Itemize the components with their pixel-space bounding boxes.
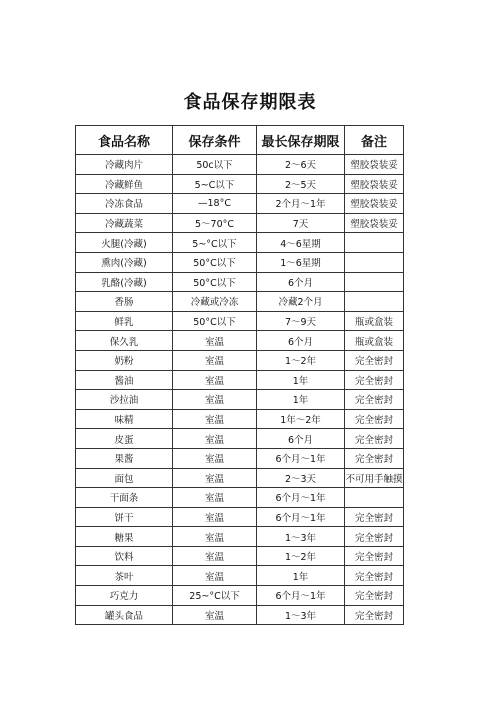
cell-storage-condition: 室温 [173, 566, 257, 586]
table-row [76, 174, 404, 194]
table-row [76, 468, 404, 488]
cell-max-shelf-life: 1年 [257, 390, 345, 410]
cell-remarks [345, 488, 404, 508]
cell-storage-condition: 室温 [173, 370, 257, 390]
cell-max-shelf-life: 7～9天 [257, 311, 345, 331]
cell-remarks: 完全密封 [345, 390, 404, 410]
cell-food-name: 保久乳 [76, 331, 173, 351]
cell-max-shelf-life: 6个月 [257, 272, 345, 292]
table-row [76, 546, 404, 566]
cell-food-name: 面包 [76, 468, 173, 488]
table-row [76, 527, 404, 547]
cell-remarks: 塑胶袋装妥 [345, 155, 404, 175]
table-header-row [76, 126, 404, 155]
table-row [76, 194, 404, 214]
table-row [76, 605, 404, 625]
cell-food-name: 罐头食品 [76, 605, 173, 625]
cell-storage-condition: 室温 [173, 527, 257, 547]
food-storage-table [75, 125, 404, 625]
table-row [76, 586, 404, 606]
cell-remarks: 塑胶袋装妥 [345, 213, 404, 233]
cell-food-name: 冷藏蔬菜 [76, 213, 173, 233]
cell-storage-condition: 室温 [173, 605, 257, 625]
cell-food-name: 熏肉(冷藏) [76, 252, 173, 272]
header-storage-condition: 保存条件 [173, 126, 257, 155]
cell-max-shelf-life: 7天 [257, 213, 345, 233]
cell-remarks: 瓶或盒装 [345, 311, 404, 331]
cell-storage-condition: 25~°C以下 [173, 586, 257, 606]
cell-max-shelf-life: 6个月～1年 [257, 448, 345, 468]
cell-food-name: 果酱 [76, 448, 173, 468]
table-row [76, 488, 404, 508]
cell-storage-condition: —18°C [173, 194, 257, 214]
cell-remarks: 塑胶袋装妥 [345, 174, 404, 194]
cell-max-shelf-life: 1～6星期 [257, 252, 345, 272]
cell-remarks: 完全密封 [345, 507, 404, 527]
cell-food-name: 香肠 [76, 292, 173, 312]
document-title: 食品保存期限表 [183, 92, 317, 113]
cell-food-name: 皮蛋 [76, 429, 173, 449]
cell-food-name: 干面条 [76, 488, 173, 508]
cell-max-shelf-life: 1～3年 [257, 605, 345, 625]
cell-max-shelf-life: 2个月～1年 [257, 194, 345, 214]
table-row [76, 233, 404, 253]
cell-max-shelf-life: 1年～2年 [257, 409, 345, 429]
cell-remarks: 完全密封 [345, 448, 404, 468]
cell-storage-condition: 5～70°C [173, 213, 257, 233]
cell-food-name: 鲜乳 [76, 311, 173, 331]
cell-food-name: 沙拉油 [76, 390, 173, 410]
cell-food-name: 火腿(冷藏) [76, 233, 173, 253]
cell-max-shelf-life: 1～3年 [257, 527, 345, 547]
table-row [76, 370, 404, 390]
table-row [76, 448, 404, 468]
cell-food-name: 饼干 [76, 507, 173, 527]
cell-max-shelf-life: 2～6天 [257, 155, 345, 175]
cell-food-name: 奶粉 [76, 350, 173, 370]
table-row [76, 155, 404, 175]
cell-max-shelf-life: 6个月 [257, 429, 345, 449]
cell-remarks: 完全密封 [345, 546, 404, 566]
table-row [76, 311, 404, 331]
cell-max-shelf-life: 6个月～1年 [257, 507, 345, 527]
cell-remarks [345, 272, 404, 292]
cell-max-shelf-life: 1年 [257, 566, 345, 586]
table-row [76, 272, 404, 292]
cell-storage-condition: 室温 [173, 468, 257, 488]
cell-food-name: 乳酪(冷藏) [76, 272, 173, 292]
cell-remarks [345, 252, 404, 272]
cell-remarks: 完全密封 [345, 586, 404, 606]
cell-storage-condition: 冷藏或冷冻 [173, 292, 257, 312]
cell-max-shelf-life: 1～2年 [257, 350, 345, 370]
cell-remarks: 完全密封 [345, 527, 404, 547]
cell-remarks: 完全密封 [345, 605, 404, 625]
table-row [76, 331, 404, 351]
cell-remarks: 不可用手触摸 [345, 468, 404, 488]
cell-max-shelf-life: 4～6星期 [257, 233, 345, 253]
table-row [76, 350, 404, 370]
cell-storage-condition: 室温 [173, 390, 257, 410]
cell-food-name: 酱油 [76, 370, 173, 390]
cell-remarks [345, 292, 404, 312]
cell-food-name: 冷藏肉片 [76, 155, 173, 175]
cell-remarks: 完全密封 [345, 370, 404, 390]
header-remarks: 备注 [345, 126, 404, 155]
cell-food-name: 巧克力 [76, 586, 173, 606]
cell-food-name: 冷藏鲜鱼 [76, 174, 173, 194]
cell-max-shelf-life: 6个月～1年 [257, 488, 345, 508]
cell-storage-condition: 50°C以下 [173, 311, 257, 331]
cell-storage-condition: 室温 [173, 448, 257, 468]
cell-food-name: 糖果 [76, 527, 173, 547]
table-row [76, 566, 404, 586]
cell-remarks [345, 233, 404, 253]
cell-max-shelf-life: 6个月～1年 [257, 586, 345, 606]
cell-storage-condition: 室温 [173, 546, 257, 566]
cell-max-shelf-life: 1～2年 [257, 546, 345, 566]
cell-storage-condition: 5~C以下 [173, 174, 257, 194]
table-row [76, 213, 404, 233]
cell-storage-condition: 室温 [173, 331, 257, 351]
cell-remarks: 完全密封 [345, 429, 404, 449]
cell-storage-condition: 50°C以下 [173, 272, 257, 292]
cell-storage-condition: 室温 [173, 429, 257, 449]
cell-food-name: 冷冻食品 [76, 194, 173, 214]
cell-max-shelf-life: 1年 [257, 370, 345, 390]
table-row [76, 507, 404, 527]
cell-storage-condition: 5~°C以下 [173, 233, 257, 253]
cell-food-name: 味精 [76, 409, 173, 429]
cell-remarks: 完全密封 [345, 566, 404, 586]
cell-remarks: 塑胶袋装妥 [345, 194, 404, 214]
cell-storage-condition: 室温 [173, 409, 257, 429]
table-row [76, 292, 404, 312]
cell-storage-condition: 室温 [173, 350, 257, 370]
cell-max-shelf-life: 2～5天 [257, 174, 345, 194]
cell-max-shelf-life: 2～3天 [257, 468, 345, 488]
table-row [76, 252, 404, 272]
header-max-shelf-life: 最长保存期限 [257, 126, 345, 155]
table-row [76, 429, 404, 449]
cell-storage-condition: 室温 [173, 488, 257, 508]
cell-food-name: 茶叶 [76, 566, 173, 586]
cell-storage-condition: 室温 [173, 507, 257, 527]
cell-remarks: 瓶或盒装 [345, 331, 404, 351]
cell-food-name: 饮料 [76, 546, 173, 566]
header-food-name: 食品名称 [76, 126, 173, 155]
cell-remarks: 完全密封 [345, 409, 404, 429]
cell-storage-condition: 50c以下 [173, 155, 257, 175]
cell-max-shelf-life: 冷藏2个月 [257, 292, 345, 312]
table-row [76, 409, 404, 429]
table-body [76, 155, 404, 625]
cell-storage-condition: 50°C以下 [173, 252, 257, 272]
cell-max-shelf-life: 6个月 [257, 331, 345, 351]
cell-remarks: 完全密封 [345, 350, 404, 370]
table-row [76, 390, 404, 410]
